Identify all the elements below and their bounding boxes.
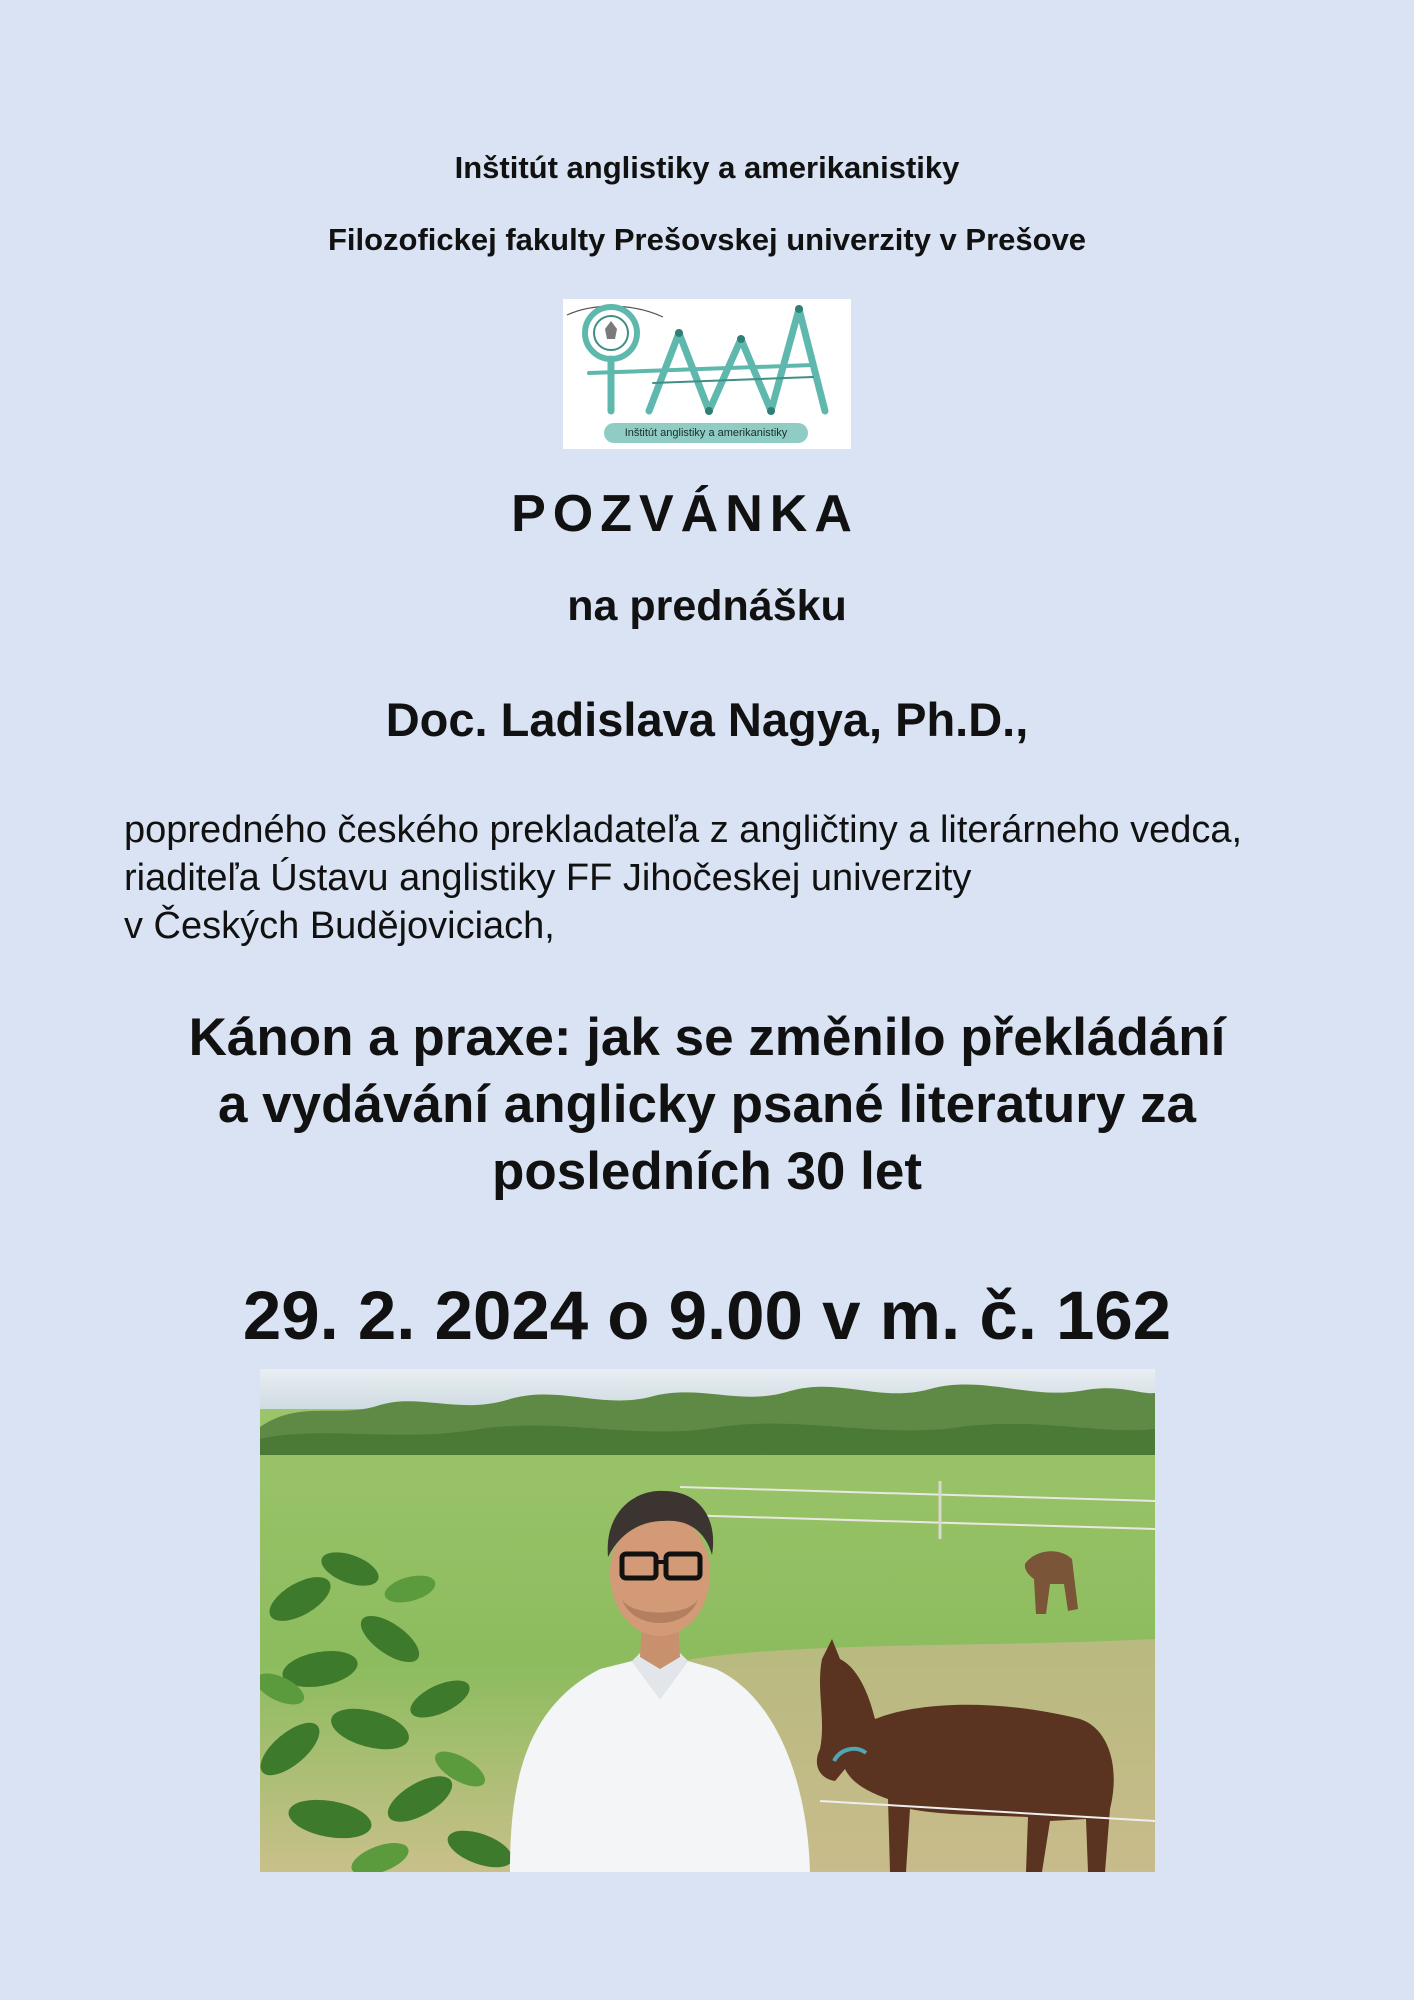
invitation-heading: POZVÁNKA (511, 485, 859, 543)
speaker-description-line: popredného českého prekladateľa z angličtiny a literárneho vedca, (124, 809, 1243, 851)
speaker-photo (260, 1369, 1155, 1872)
institute-logo (563, 299, 851, 449)
speaker-description-line: riaditeľa Ústavu anglistiky FF Jihočeskej univerzity (124, 857, 972, 899)
logo-caption: Inštitút anglistiky a amerikanistiky (604, 423, 808, 443)
speaker-description-line: v Českých Budějoviciach, (124, 905, 555, 947)
invitation-subheading: na prednášku (567, 582, 847, 630)
lecture-title-line: Kánon a praxe: jak se změnilo překládání (188, 1008, 1226, 1067)
speaker-name: Doc. Ladislava Nagya, Ph.D., (385, 693, 1029, 746)
faculty-name: Filozofickej fakulty Prešovskej univerzity v Prešove (327, 222, 1087, 257)
speaker-description (124, 806, 1242, 950)
lecture-title-line: posledních 30 let (491, 1142, 922, 1201)
lecture-title-line: a vydávání anglicky psané literatury za (217, 1075, 1196, 1134)
lecture-title (0, 1004, 1414, 1205)
institute-name: Inštitút anglistiky a amerikanistiky (454, 150, 960, 185)
event-date-time-room: 29. 2. 2024 o 9.00 v m. č. 162 (242, 1277, 1172, 1354)
